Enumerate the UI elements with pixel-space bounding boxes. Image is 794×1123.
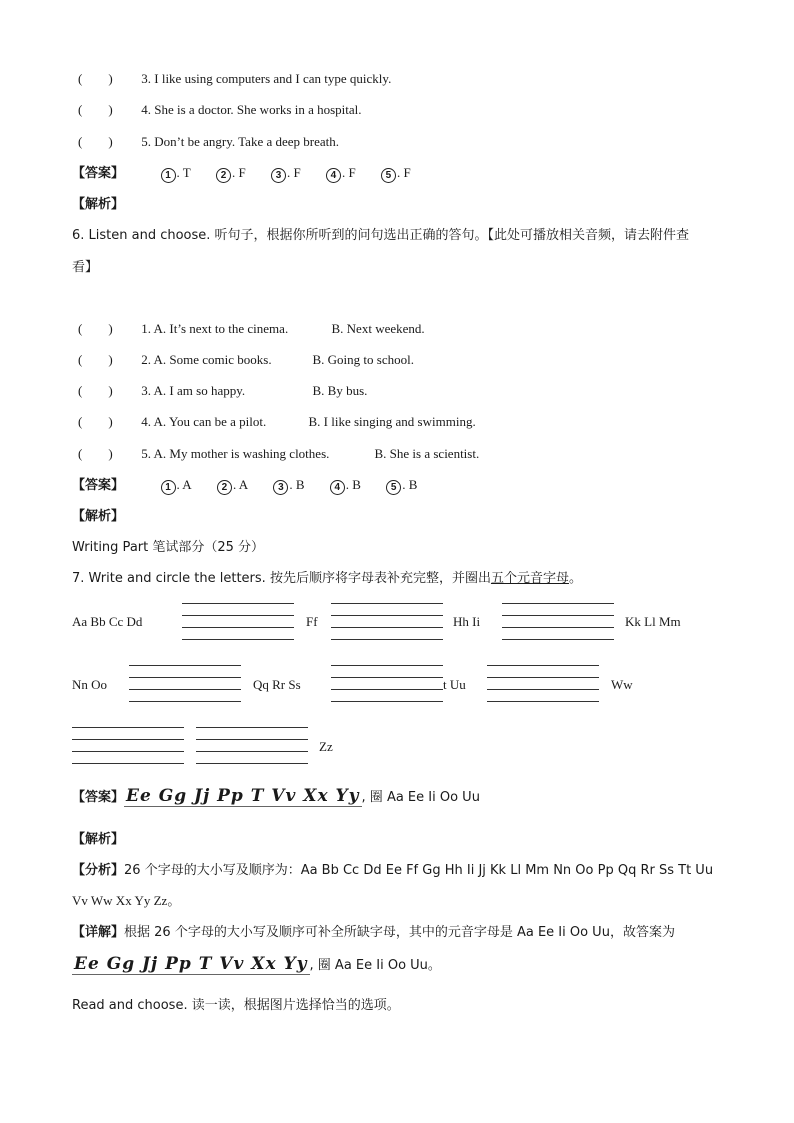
letters-text: Zz (319, 739, 333, 754)
question-row (78, 318, 425, 337)
answer-paren: ( ) (78, 383, 113, 398)
answer-paren: ( ) (78, 71, 113, 86)
writing-lines (487, 665, 599, 702)
detail-line: 【详解】根据 26 个字母的大小写及顺序可补全所缺字母，其中的元音字母是 Aa Ee Ii Oo Uu，故答案为 (72, 925, 675, 940)
section-title-cont: 看】 (72, 260, 99, 275)
handwritten-answer: Ee Gg Jj Pp T Vv Xx Yy (126, 786, 360, 806)
analysis-tag: 【解析】 (72, 197, 125, 212)
answer-item: 4 . F (326, 165, 356, 183)
letters-text: Ff (306, 614, 318, 629)
analysis-tag: 【解析】 (72, 832, 125, 847)
answer-tail: , 圈 Aa Ee Ii Oo Uu (361, 790, 480, 805)
question-row (78, 380, 367, 399)
answer-item: 5 . B (386, 477, 417, 495)
analysis-line: 【分析】26 个字母的大小写及顺序为：Aa Bb Cc Dd Ee Ff Gg Hh Ii Jj Kk Ll Mm Nn Oo Pp Qq Rr Ss Tt Uu (72, 863, 714, 878)
answer-line (72, 474, 439, 495)
option-b: B. I like singing and swimming. (308, 414, 476, 429)
writing-lines (182, 603, 294, 640)
question-row (78, 131, 339, 150)
writing-lines (129, 665, 241, 702)
answer-item: 2 . F (216, 165, 246, 183)
answer-tag: 【答案】 (72, 166, 125, 181)
section-title: 6. Listen and choose. 听句子，根据你所听到的问句选出正确的答句。【此处可播放相关音频，请去附件查 (72, 228, 690, 243)
answer-item: 3 . F (271, 165, 301, 183)
question-text: 5. Don’t be angry. Take a deep breath. (141, 134, 339, 149)
option-b: B. She is a scientist. (374, 446, 480, 461)
option-a: 3. A. I am so happy. (141, 383, 246, 398)
writing-lines (331, 603, 443, 640)
letters-text: Aa Bb Cc Dd (72, 614, 143, 629)
answer-tag: 【答案】 (72, 478, 125, 493)
answer-paren: ( ) (78, 446, 113, 461)
answer-line (72, 786, 480, 806)
analysis-tag: 【解析】 (72, 509, 125, 524)
answer-item: 4 . B (330, 477, 361, 495)
question-row (78, 411, 476, 430)
analysis-line-cont: Vv Ww Xx Yy Zz。 (72, 893, 181, 908)
answer-paren: ( ) (78, 321, 113, 336)
letters-text: Ww (611, 677, 633, 692)
question-row (78, 443, 479, 462)
answer-tag: 【答案】 (72, 790, 125, 805)
answer-paren: ( ) (78, 414, 113, 429)
section-title: Read and choose. 读一读，根据图片选择恰当的选项。 (72, 998, 400, 1013)
detail-tag: 【详解】 (72, 925, 125, 940)
question-text: 4. She is a doctor. She works in a hospital. (141, 102, 362, 117)
letters-text: Kk Ll Mm (625, 614, 681, 629)
answer-item: 1 . A (161, 477, 192, 495)
answer-paren: ( ) (78, 102, 113, 117)
answer-paren: ( ) (78, 134, 113, 149)
answer-item: 1 . T (161, 165, 191, 183)
handwritten-answer: Ee Gg Jj Pp T Vv Xx Yy (74, 954, 308, 974)
option-a: 1. A. It’s next to the cinema. (141, 321, 289, 336)
option-b: B. By bus. (312, 383, 368, 398)
letters-text: Qq Rr Ss (253, 677, 301, 692)
letters-text: t Uu (443, 677, 466, 692)
writing-lines (502, 603, 614, 640)
option-b: B. Going to school. (312, 352, 414, 367)
answer-item: 2 . A (217, 477, 248, 495)
answer-item: 5 . F (381, 165, 411, 183)
writing-lines (72, 727, 184, 764)
question-row (78, 99, 362, 118)
question-text: 3. I like using computers and I can type quickly. (141, 71, 392, 86)
question-row (78, 349, 414, 368)
answer-paren: ( ) (78, 352, 113, 367)
option-a: 4. A. You can be a pilot. (141, 414, 267, 429)
section-title: 7. Write and circle the letters. 按先后顺序将字母表补充完整，并圈出五个元音字母。 (72, 571, 582, 586)
option-a: 2. A. Some comic books. (141, 352, 272, 367)
detail-line-cont: Ee Gg Jj Pp T Vv Xx Yy , 圈 Aa Ee Ii Oo Uu。 (74, 954, 441, 974)
writing-lines (196, 727, 308, 764)
option-a: 5. A. My mother is washing clothes. (141, 446, 330, 461)
letters-text: Nn Oo (72, 677, 108, 692)
answer-line (72, 162, 433, 183)
writing-lines (331, 665, 443, 702)
answer-item: 3 . B (273, 477, 304, 495)
fenxi-tag: 【分析】 (72, 863, 125, 878)
question-row (78, 68, 391, 87)
option-b: B. Next weekend. (331, 321, 425, 336)
letters-text: Hh Ii (453, 614, 481, 629)
part-heading: Writing Part 笔试部分（25 分） (72, 540, 265, 555)
